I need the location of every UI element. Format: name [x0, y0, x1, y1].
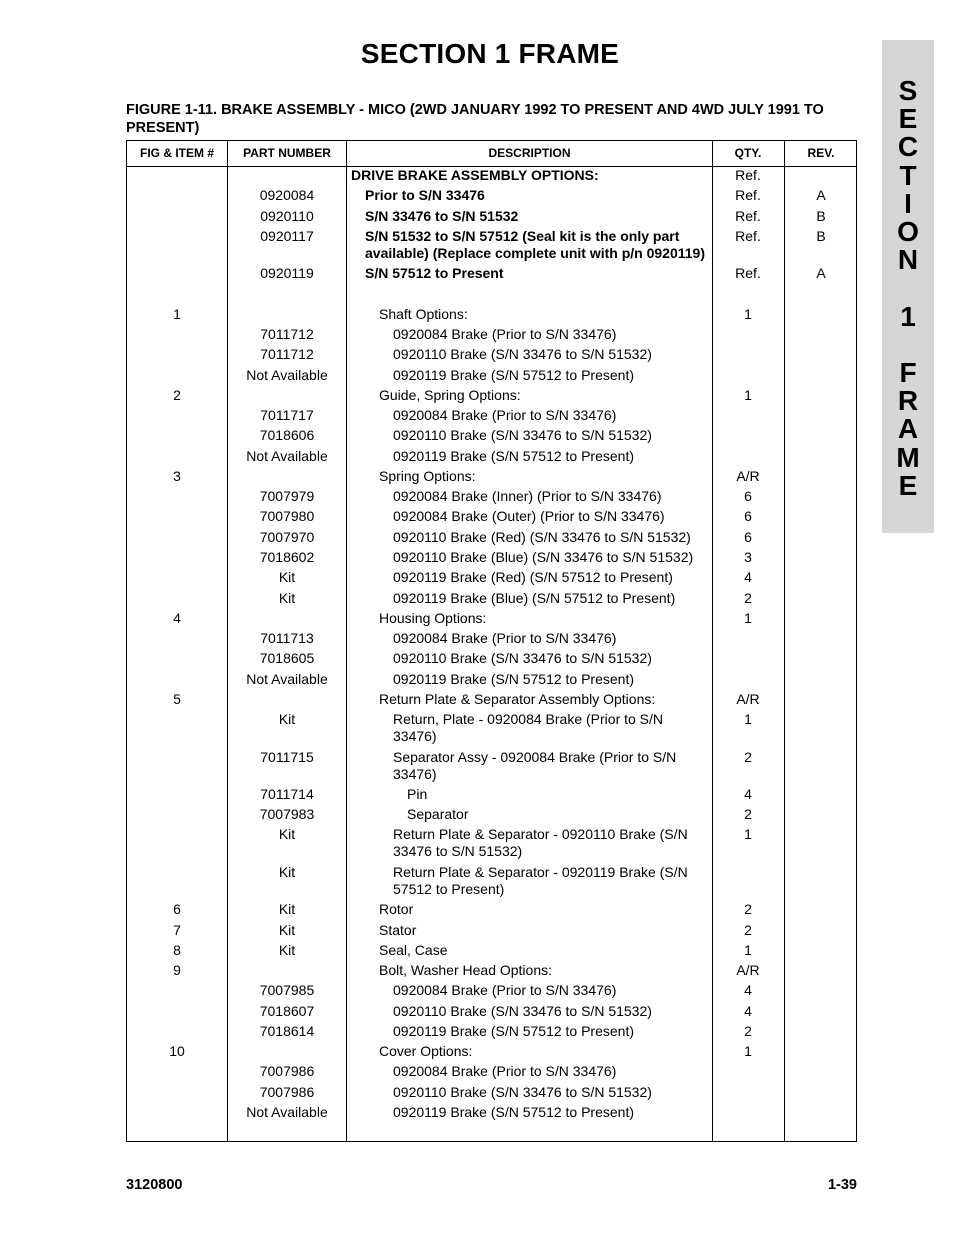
part-number-cell: Kit	[278, 922, 296, 938]
header-fig-item: FIG & ITEM #	[139, 146, 214, 160]
side-tab-letter: T	[899, 160, 917, 191]
side-tab-letter: 1	[900, 301, 916, 332]
side-tab-letter: N	[897, 244, 919, 275]
qty-cell: 6	[744, 529, 752, 545]
description-cell: 0920084 Brake (Prior to S/N 33476)	[393, 982, 617, 998]
part-number-cell: Not Available	[246, 448, 328, 464]
qty-cell: 1	[744, 1043, 752, 1059]
header-description: DESCRIPTION	[488, 146, 571, 160]
part-number-cell: 7018606	[259, 427, 315, 443]
rev-cell: A	[816, 265, 826, 281]
description-cell: S/N 57512 to Present	[365, 265, 504, 281]
side-tab-letter: R	[897, 385, 919, 416]
qty-cell: 2	[744, 806, 752, 822]
description-cell: Return, Plate - 0920084 Brake (Prior to S/N 33476)	[393, 711, 664, 744]
document-number: 3120800	[126, 1177, 183, 1193]
description-cell: 0920119 Brake (S/N 57512 to Present)	[393, 1104, 635, 1120]
part-number-cell: 7007985	[259, 982, 315, 998]
side-tab-letter: O	[897, 216, 919, 247]
description-cell: Shaft Options:	[379, 306, 468, 322]
qty-cell: 1	[744, 826, 752, 842]
side-tab-letter: E	[898, 103, 918, 134]
qty-cell: 2	[744, 922, 752, 938]
qty-cell: 4	[744, 569, 752, 585]
description-cell: 0920084 Brake (Outer) (Prior to S/N 33476)	[393, 508, 665, 524]
part-number-cell: 7007970	[259, 529, 315, 545]
qty-cell: A/R	[736, 962, 760, 978]
figure-title: FIGURE 1-11. BRAKE ASSEMBLY - MICO (2WD JANUARY 1992 TO PRESENT AND 4WD JULY 1991 TO PRESENT)	[126, 102, 824, 136]
fig-item-cell: 1	[173, 306, 181, 322]
description-cell: Seal, Case	[379, 942, 448, 958]
qty-cell: 4	[744, 1003, 752, 1019]
description-cell: Return Plate & Separator Assembly Options:	[379, 691, 656, 707]
rev-cell: B	[816, 228, 826, 244]
description-cell: 0920119 Brake (Blue) (S/N 57512 to Present)	[393, 590, 676, 606]
section-title: SECTION 1 FRAME	[360, 38, 620, 69]
description-cell: 0920110 Brake (S/N 33476 to S/N 51532)	[393, 650, 652, 666]
description-cell: Spring Options:	[379, 468, 476, 484]
part-number-cell: 7011712	[260, 346, 314, 362]
part-number-cell: Kit	[278, 569, 296, 585]
part-number-cell: 7011712	[260, 326, 314, 342]
description-cell: 0920119 Brake (S/N 57512 to Present)	[393, 448, 635, 464]
qty-cell: 1	[744, 711, 752, 727]
description-cell: S/N 51532 to S/N 57512 (Seal kit is the only part available) (Replace complete unit with p/n 0920119)	[365, 228, 706, 261]
qty-cell: 6	[744, 508, 752, 524]
side-tab-letter: I	[904, 188, 912, 219]
qty-cell: A/R	[736, 468, 760, 484]
part-number-cell: 7018605	[259, 650, 315, 666]
part-number-cell: Not Available	[246, 1104, 328, 1120]
part-number-cell: 7007986	[259, 1063, 315, 1079]
qty-cell: 2	[744, 1023, 752, 1039]
qty-cell: Ref.	[735, 228, 761, 244]
qty-cell: 1	[744, 610, 752, 626]
part-number-cell: Kit	[278, 901, 296, 917]
qty-cell: Ref.	[735, 167, 761, 183]
header-rev: REV.	[807, 146, 835, 160]
description-cell: 0920110 Brake (S/N 33476 to S/N 51532)	[393, 346, 652, 362]
qty-cell: 4	[744, 982, 752, 998]
fig-item-cell: 2	[173, 387, 181, 403]
part-number-cell: 0920110	[260, 208, 314, 224]
description-cell: Rotor	[379, 901, 414, 917]
description-cell: 0920084 Brake (Prior to S/N 33476)	[393, 630, 617, 646]
description-cell: Cover Options:	[379, 1043, 473, 1059]
description-cell: 0920110 Brake (S/N 33476 to S/N 51532)	[393, 1084, 652, 1100]
qty-cell: 4	[744, 786, 752, 802]
qty-cell: 2	[744, 590, 752, 606]
part-number-cell: 7011713	[260, 630, 314, 646]
description-cell: Bolt, Washer Head Options:	[379, 962, 553, 978]
fig-item-cell: 10	[169, 1043, 185, 1059]
qty-cell: Ref.	[735, 187, 761, 203]
qty-cell: A/R	[736, 691, 760, 707]
section-side-tab	[882, 40, 934, 533]
description-cell: 0920084 Brake (Prior to S/N 33476)	[393, 326, 617, 342]
part-number-cell: 7011717	[260, 407, 314, 423]
fig-item-cell: 9	[173, 962, 181, 978]
side-tab-letter: E	[898, 470, 918, 501]
part-number-cell: Kit	[278, 942, 296, 958]
description-cell: DRIVE BRAKE ASSEMBLY OPTIONS:	[351, 167, 599, 183]
header-part-number: PART NUMBER	[243, 146, 331, 160]
part-number-cell: Kit	[278, 864, 296, 880]
part-number-cell: 7007979	[259, 488, 315, 504]
part-number-cell: 0920084	[259, 187, 315, 203]
description-cell: Separator	[407, 806, 469, 822]
side-tab-letter: F	[899, 357, 917, 388]
part-number-cell: 7018602	[259, 549, 315, 565]
description-cell: Return Plate & Separator - 0920119 Brake (S/N 57512 to Present)	[393, 864, 688, 897]
fig-item-cell: 7	[173, 922, 181, 938]
qty-cell: 2	[744, 901, 752, 917]
column-divider	[346, 141, 347, 1141]
side-tab-letter: C	[897, 131, 919, 162]
part-number-cell: 7007980	[259, 508, 315, 524]
description-cell: 0920119 Brake (S/N 57512 to Present)	[393, 671, 635, 687]
description-cell: Return Plate & Separator - 0920110 Brake (S/N 33476 to S/N 51532)	[393, 826, 688, 859]
description-cell: 0920119 Brake (S/N 57512 to Present)	[393, 367, 635, 383]
description-cell: 0920110 Brake (Blue) (S/N 33476 to S/N 51532)	[393, 549, 694, 565]
description-cell: 0920084 Brake (Prior to S/N 33476)	[393, 407, 617, 423]
fig-item-cell: 6	[173, 901, 181, 917]
qty-cell: 1	[744, 942, 752, 958]
description-cell: Guide, Spring Options:	[379, 387, 521, 403]
description-cell: 0920110 Brake (S/N 33476 to S/N 51532)	[393, 1003, 652, 1019]
qty-cell: 3	[744, 549, 752, 565]
description-cell: S/N 33476 to S/N 51532	[365, 208, 519, 224]
part-number-cell: 7011715	[260, 749, 314, 765]
description-cell: 0920084 Brake (Inner) (Prior to S/N 33476)	[393, 488, 662, 504]
rev-cell: B	[816, 208, 826, 224]
rev-cell: A	[816, 187, 826, 203]
fig-item-cell: 4	[173, 610, 181, 626]
description-cell: 0920119 Brake (Red) (S/N 57512 to Present)	[393, 569, 673, 585]
qty-cell: 6	[744, 488, 752, 504]
description-cell: 0920119 Brake (S/N 57512 to Present)	[393, 1023, 635, 1039]
description-cell: Stator	[379, 922, 417, 938]
part-number-cell: Not Available	[246, 367, 328, 383]
part-number-cell: 0920119	[260, 265, 314, 281]
side-tab-letter: M	[896, 442, 920, 473]
part-number-cell: Kit	[278, 590, 296, 606]
part-number-cell: 7018607	[259, 1003, 315, 1019]
parts-table	[126, 140, 857, 1142]
part-number-cell: Not Available	[246, 671, 328, 687]
description-cell: Pin	[407, 786, 428, 802]
part-number-cell: 7011714	[260, 786, 314, 802]
description-cell: 0920110 Brake (Red) (S/N 33476 to S/N 51532)	[393, 529, 691, 545]
column-divider	[784, 141, 785, 1141]
qty-cell: 2	[744, 749, 752, 765]
part-number-cell: 7007986	[259, 1084, 315, 1100]
part-number-cell: Kit	[278, 711, 296, 727]
description-cell: 0920084 Brake (Prior to S/N 33476)	[393, 1063, 617, 1079]
qty-cell: Ref.	[735, 265, 761, 281]
part-number-cell: 0920117	[260, 228, 314, 244]
description-cell: Prior to S/N 33476	[365, 187, 485, 203]
part-number-cell: 7007983	[259, 806, 315, 822]
qty-cell: 1	[744, 387, 752, 403]
side-tab-letter: A	[897, 413, 919, 444]
page-number: 1-39	[827, 1177, 857, 1193]
qty-cell: 1	[744, 306, 752, 322]
qty-cell: Ref.	[735, 208, 761, 224]
description-cell: Housing Options:	[379, 610, 487, 626]
description-cell: Separator Assy - 0920084 Brake (Prior to S/N 33476)	[393, 749, 677, 782]
header-qty: QTY.	[734, 146, 762, 160]
part-number-cell: Kit	[278, 826, 296, 842]
description-cell: 0920110 Brake (S/N 33476 to S/N 51532)	[393, 427, 652, 443]
fig-item-cell: 3	[173, 468, 181, 484]
fig-item-cell: 5	[173, 691, 181, 707]
fig-item-cell: 8	[173, 942, 181, 958]
side-tab-letter: S	[898, 75, 918, 106]
part-number-cell: 7018614	[259, 1023, 315, 1039]
